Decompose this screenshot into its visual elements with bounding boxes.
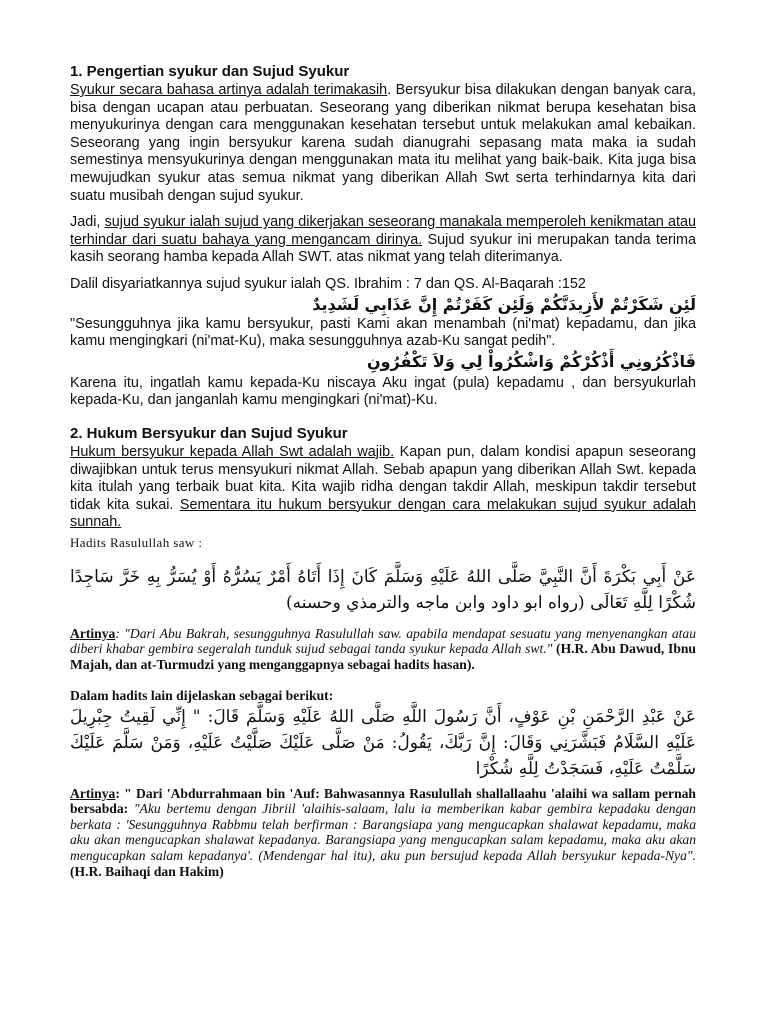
- section2-heading: 2. Hukum Bersyukur dan Sujud Syukur: [70, 424, 348, 442]
- hukum-bersyukur-wajib: Hukum bersyukur kepada Allah Swt adalah wajib.: [70, 443, 395, 460]
- artinya-label-2: Artinya: [70, 785, 116, 801]
- sujud-syukur-definition: sujud syukur ialah sujud yang dikerjakan seseorang manakala memperoleh kenikmatan atau terhindar dari suatu bahaya yang mengancam dirinya.: [70, 214, 696, 248]
- section1-heading: 1. Pengertian syukur dan Sujud Syukur: [70, 63, 350, 80]
- hadith2-translation: [70, 786, 696, 880]
- quran-verse-ibrahim-7: لَئِن شَكَرْتُمْ لأَزِيدَنَّكُمْ وَلَئِن كَفَرْتُمْ إِنَّ عَذَابِي لَشَدِيدٌ: [312, 294, 696, 314]
- hadith2-translation-text: "Aku bertemu dengan Jibriil 'alaihis-salaam, lalu ia memberikan kabar gembira kepadaku dengan berkata : 'Sesungguhnya Rabbmu telah berfirman : Barangsiapa yang mengucapkan shalawat kepadamu, maka aku akan mengucapkan shalawat kepadanya. Barangsiapa yang mengucapkan salam kepadamu, maka aku akan mengucapkan salam kepadanya'. (Mendengar hal itu), aku pun bersujud kepada Allah bersyukur kepada-Nya".: [70, 801, 696, 864]
- section1-paragraph1: [70, 82, 696, 205]
- dalil-line: Dalil disyariatkannya sujud syukur ialah QS. Ibrahim : 7 dan QS. Al-Baqarah :152: [70, 275, 586, 292]
- scanned-hadith-excerpt: [70, 535, 696, 879]
- hadith2-source: (H.R. Baihaqi dan Hakim): [70, 863, 224, 879]
- hadith1-source: (H.R. Abu Dawud, Ibnu Majah, dan at-Turmudzi yang menganggapnya sebagai hadits hasan).: [70, 641, 696, 673]
- hadith-lain-subheading: Dalam hadits lain dijelaskan sebagai berikut:: [70, 687, 334, 703]
- hadith1-translation-text: : "Dari Abu Bakrah, sesungguhnya Rasulullah saw. apabila mendapat sesuatu yang menyenangkan atau diberi khabar gembira segeralah tunduk sujud sebagai tanda syukur kepada Allah swt.": [70, 625, 696, 657]
- translation-baqarah-152: Karena itu, ingatlah kamu kepada-Ku niscaya Aku ingat (pula) kepadamu , dan bersyukurlah kepada-Ku, dan janganlah kamu mengingkari (ni'mat)-Ku.: [70, 374, 696, 409]
- quran-verse-baqarah-152: فَاذْكُرُونِي أَذْكُرْكُمْ وَاشْكُرُواْ لِي وَلاَ تَكْفُرُونِ: [366, 351, 696, 371]
- hadith2-arabic: عَنْ عَبْدِ الرَّحْمَنِ بْنِ عَوْفٍ، أَنَّ رَسُولَ اللَّهِ صَلَّى اللهُ عَلَيْهِ وَسَلَّمَ قَالَ: " إِنِّي لَقِيتُ جِبْرِيلَ عَلَيْهِ السَّلَامُ فَبَشَّرَنِي وَقَالَ: إِنَّ رَبَّكَ، يَقُولُ: مَنْ صَلَّى عَلَيْكَ صَلَّيْتُ عَلَيْهِ، وَمَنْ سَلَّمَ عَلَيْكَ سَلَّمْتُ عَلَيْهِ، فَسَجَدْتُ لِلَّهِ شُكْرًا: [70, 706, 696, 779]
- document-page: [70, 62, 696, 879]
- hadith-title: Hadits Rasulullah saw :: [70, 534, 203, 550]
- hukum-sujud-syukur-sunnah: Sementara itu hukum bersyukur dengan cara melakukan sujud syukur adalah sunnah.: [70, 496, 696, 531]
- hadith2-translation-intro: : " Dari 'Abdurrahmaan bin 'Auf: Bahwasannya Rasulullah shallallaahu 'alaihi wa sallam pernah bersabda:: [70, 785, 696, 817]
- section1-paragraph1-body: . Bersyukur bisa dilakukan dengan banyak cara, bisa dengan ucapan atau perbuatan. Seseorang yang diberikan nikmat berupa kesehatan bisa menyukurinya dengan cara menggunakan kesehatan tersebut untuk melakukan amal kebaikan. Seseorang yang ingin bersyukur karena sudah dianugrahi sepasang mata maka ia sudah semestinya mensyukurinya dengan menggunakan mata itu melihat yang baik-baik. Kita juga bisa mewujudkan syukur atas semua nikmat yang diberikan Allah Swt serta terhindarnya kita dari suatu musibah dengan sujud syukur.: [70, 82, 696, 204]
- hadith1-arabic: عَنْ أَبِي بَكْرَةَ أَنَّ النَّبِيَّ صَلَّى اللهُ عَلَيْهِ وَسَلَّمَ كَانَ إِذَا أَتَاهُ أَمْرٌ يَسُرُّهُ أَوْ يُسَرُّ بِهِ خَرَّ سَاجِدًا شُكْرًا لِلَّهِ تَعَالَى (رواه ابو داود وابن ماجه والترمذي وحسنه): [70, 566, 696, 613]
- section1-paragraph2-body: Sujud syukur ini merupakan tanda terima kasih seorang hamba kepada Allah SWT. atas nikmat yang telah diterimanya.: [70, 231, 696, 266]
- translation-ibrahim-7: "Sesungguhnya jika kamu bersyukur, pasti Kami akan menambah (ni'mat) kepadamu, dan jika kamu mengingkari (ni'mat-Ku), maka sesungguhnya azab-Ku sangat pedih".: [70, 315, 696, 350]
- section2-paragraph1-body: Kapan pun, dalam kondisi apapun seseorang diwajibkan untuk terus mensyukuri nikmat Allah. Sebab apapun yang diberikan Allah Swt. kepada kita itulah yang terbaik buat kita. Kita wajib ridha dengan takdir Allah, meskipun takdir tersebut tidak kita sukai.: [70, 443, 696, 513]
- artinya-label-1: Artinya: [70, 625, 116, 641]
- hadith1-translation: [70, 626, 696, 673]
- section1-paragraph2: [70, 214, 696, 267]
- paragraph2-lead: Jadi,: [70, 214, 105, 231]
- syukur-definition: Syukur secara bahasa artinya adalah terimakasih: [70, 82, 388, 98]
- section2-paragraph1: [70, 444, 696, 532]
